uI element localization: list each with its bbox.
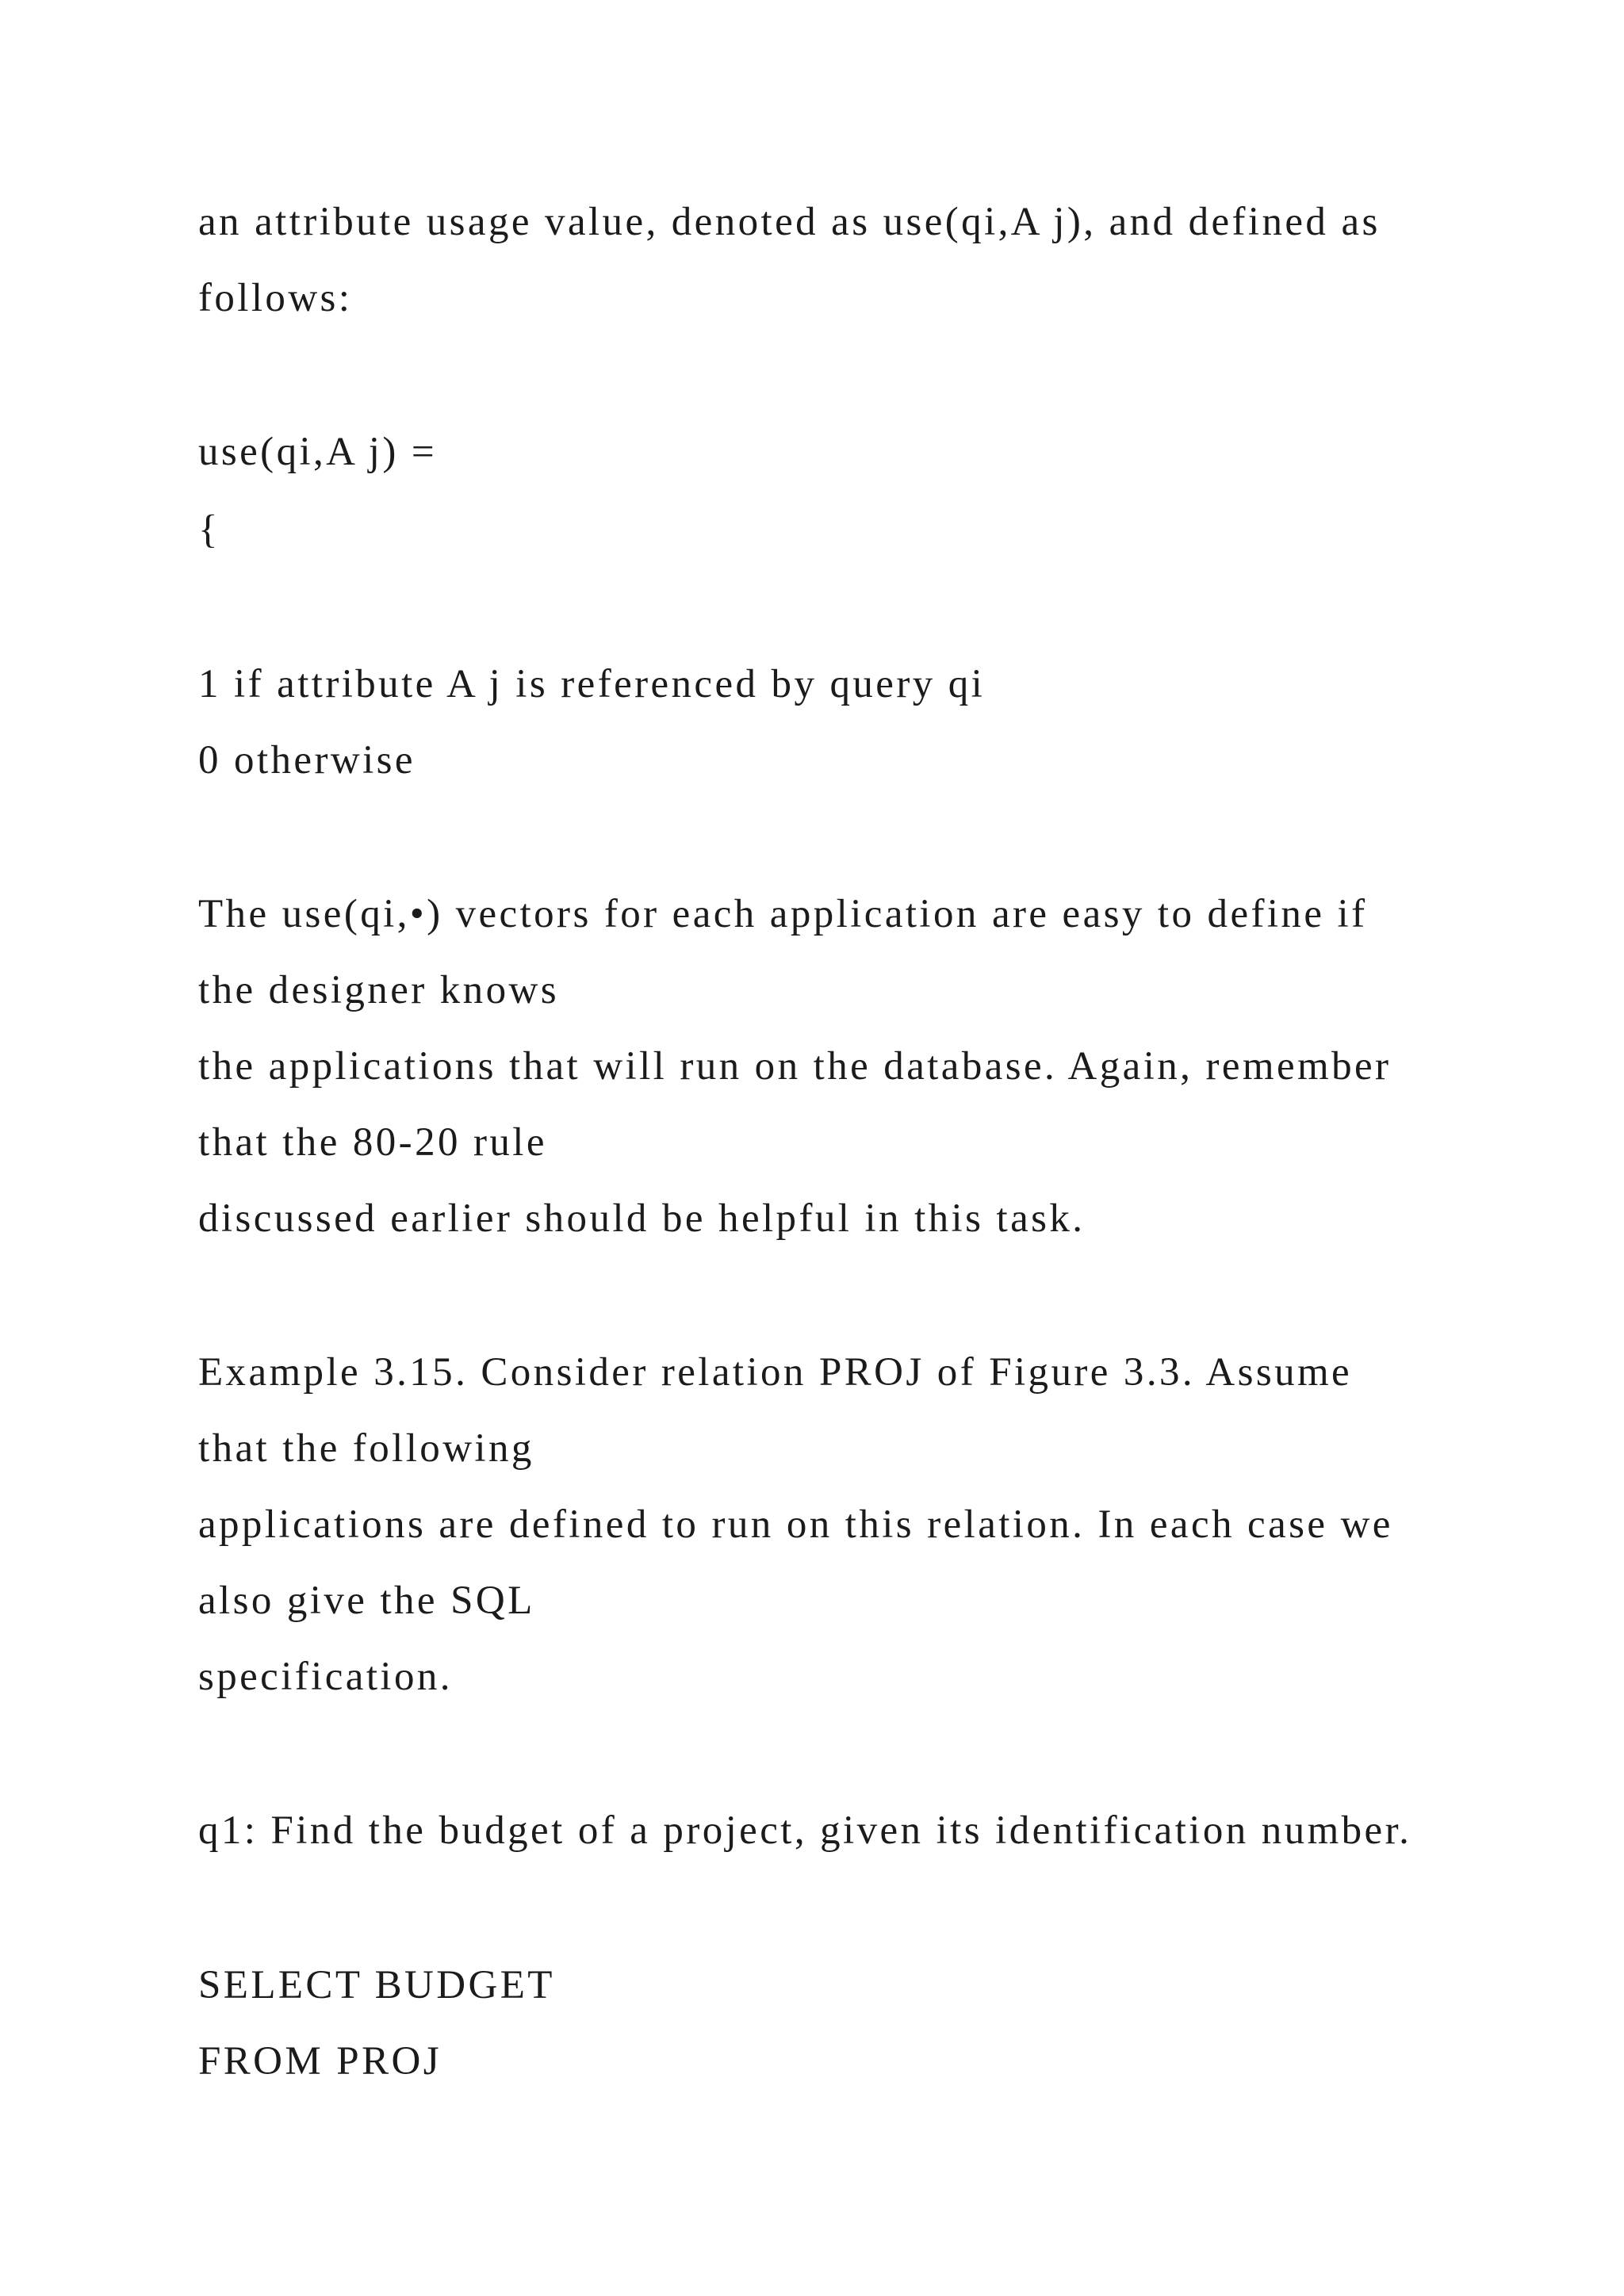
formula-case-line: 0 otherwise [198,738,416,783]
sql-line: FROM PROJ [198,2039,442,2084]
sql-line: SELECT BUDGET [198,1963,555,2007]
formula-line: use(qi,A j) = [198,430,438,474]
text-line: that the following [198,1426,534,1471]
text-line: that the 80-20 rule [198,1120,547,1165]
text-line: an attribute usage value, denoted as use(qi,A j), and defined as [198,200,1381,244]
text-line: Example 3.15. Consider relation PROJ of Figure 3.3. Assume [198,1350,1353,1395]
text-line: the designer knows [198,968,559,1012]
formula-case-line: 1 if attribute A j is referenced by query qi [198,662,986,706]
text-line: follows: [198,276,353,320]
text-line: the applications that will run on the database. Again, remember [198,1044,1392,1089]
text-line: also give the SQL [198,1578,535,1623]
text-line: The use(qi,•) vectors for each application are easy to define if [198,892,1368,936]
text-line: applications are defined to run on this relation. In each case we [198,1502,1393,1547]
text-line: q1: Find the budget of a project, given its identification number. [198,1808,1412,1853]
text-line: specification. [198,1655,453,1699]
formula-brace: { [198,507,220,552]
text-line: discussed earlier should be helpful in this task. [198,1196,1086,1241]
